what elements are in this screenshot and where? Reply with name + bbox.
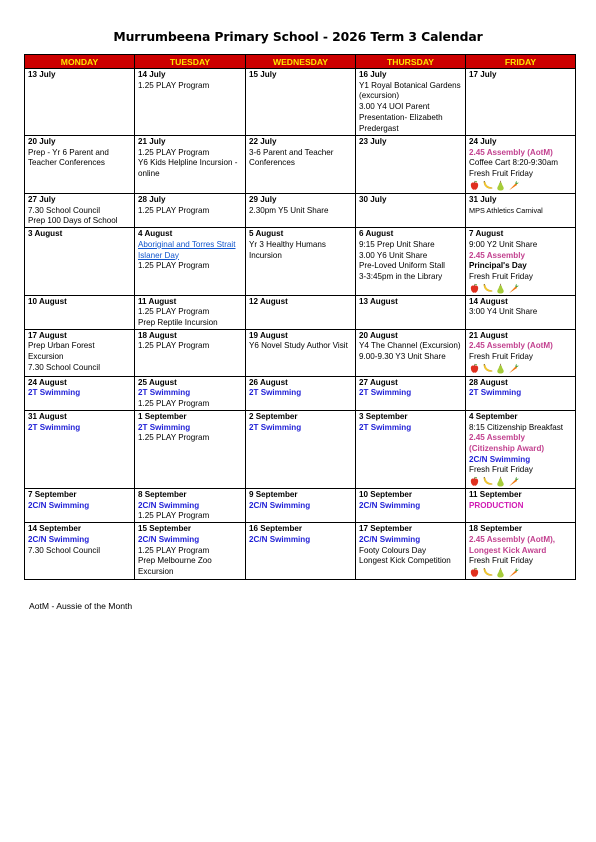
day-cell-wednesday (246, 194, 356, 228)
day-cell-monday (25, 523, 135, 580)
day-cell-tuesday (135, 489, 246, 523)
apple-icon (469, 567, 480, 578)
day-cell-wednesday (246, 489, 356, 523)
day-cell-wednesday (246, 329, 356, 376)
event-text: 2C/N Swimming (249, 500, 311, 510)
apple-icon (469, 180, 480, 191)
pear-icon (495, 476, 506, 487)
day-date: 3 September (359, 411, 408, 421)
day-cell-friday (466, 410, 576, 488)
event-text: 2C/N Swimming (359, 500, 421, 510)
day-cell-monday (25, 376, 135, 410)
event-text: Y6 Novel Study Author Visit (249, 341, 348, 351)
event-text: 2C/N Swimming (249, 534, 311, 544)
event-text: 1.25 PLAY Program (138, 511, 210, 521)
week-row (25, 376, 576, 410)
event-text: Yr 3 Healthy Humans (249, 239, 326, 249)
event-text: Y4 The Channel (Excursion) (359, 341, 461, 351)
day-date: 30 July (359, 195, 387, 204)
day-date: 16 July (359, 70, 387, 79)
event-text: 2T Swimming (28, 388, 81, 398)
event-text: Longest Kick Award (469, 545, 547, 555)
event-text: PRODUCTION (469, 500, 524, 510)
day-date: 19 August (249, 330, 288, 340)
day-date: 21 July (138, 137, 166, 146)
day-cell-tuesday (135, 228, 246, 296)
event-text: Fresh Fruit Friday (469, 556, 533, 566)
event-text: Teacher Conferences (28, 158, 105, 168)
week-row (25, 523, 576, 580)
event-text: Conferences (249, 158, 295, 168)
event-text: 7.30 School Council (28, 205, 100, 215)
day-date: 6 August (359, 229, 394, 239)
event-text: 3.00 Y4 UOI Parent (359, 102, 430, 112)
day-date: 20 August (359, 330, 398, 340)
day-date: 25 August (138, 377, 177, 387)
fruit-icons (469, 180, 572, 192)
event-text: (Citizenship Award) (469, 443, 545, 453)
day-date: 18 August (138, 330, 177, 340)
day-date: 12 August (249, 296, 288, 306)
day-cell-wednesday (246, 295, 356, 329)
day-date: 17 July (469, 70, 497, 79)
event-text: Y1 Royal Botanical Gardens (359, 80, 461, 90)
day-cell-friday (466, 228, 576, 296)
week-row (25, 410, 576, 488)
day-cell-thursday (356, 295, 466, 329)
day-cell-friday (466, 136, 576, 194)
day-date: 27 August (359, 377, 398, 387)
day-cell-monday (25, 194, 135, 228)
week-row (25, 329, 576, 376)
day-cell-tuesday (135, 194, 246, 228)
day-cell-thursday (356, 489, 466, 523)
event-text: 1.25 PLAY Program (138, 205, 210, 215)
day-date: 13 July (28, 70, 56, 79)
day-date: 28 August (469, 377, 508, 387)
pear-icon (495, 283, 506, 294)
week-row (25, 489, 576, 523)
event-text: Fresh Fruit Friday (469, 271, 533, 281)
event-text: 1.25 PLAY Program (138, 147, 210, 157)
header-tuesday: TUESDAY (135, 55, 246, 69)
day-date: 31 August (28, 411, 67, 421)
day-cell-wednesday (246, 410, 356, 488)
day-cell-thursday (356, 69, 466, 136)
event-text: Prep Urban Forest (28, 341, 95, 351)
event-text: 2C/N Swimming (28, 500, 90, 510)
pear-icon (495, 180, 506, 191)
day-cell-friday (466, 69, 576, 136)
event-text: 2T Swimming (138, 388, 191, 398)
day-date: 2 September (249, 411, 298, 421)
day-date: 10 August (28, 296, 67, 306)
day-date: 26 August (249, 377, 288, 387)
event-text: 2T Swimming (138, 422, 191, 432)
event-text: 2T Swimming (249, 388, 302, 398)
event-text: Fresh Fruit Friday (469, 465, 533, 475)
page-title: Murrumbeena Primary School - 2026 Term 3 Calendar (113, 29, 483, 44)
apple-icon (469, 476, 480, 487)
day-cell-thursday (356, 228, 466, 296)
day-date: 15 September (138, 524, 192, 534)
apple-icon (469, 363, 480, 374)
pear-icon (495, 363, 506, 374)
day-date: 14 September (28, 524, 82, 534)
event-text: Fresh Fruit Friday (469, 169, 533, 179)
fruit-icons (469, 363, 572, 375)
fruit-icons (469, 283, 572, 295)
day-date: 1 September (138, 411, 187, 421)
day-cell-monday (25, 295, 135, 329)
event-text: 2.45 Assembly (AotM) (469, 341, 553, 351)
day-cell-tuesday (135, 410, 246, 488)
day-date: 18 September (469, 524, 523, 534)
event-text: 2C/N Swimming (28, 534, 90, 544)
day-cell-friday (466, 194, 576, 228)
event-text: Predergast (359, 123, 399, 133)
event-text: 1.25 PLAY Program (138, 399, 210, 409)
day-date: 22 July (249, 137, 277, 146)
event-text: 2C/N Swimming (359, 534, 421, 544)
fruit-icons (469, 476, 572, 488)
event-text: 9:00 Y2 Unit Share (469, 239, 538, 249)
week-row (25, 194, 576, 228)
event-text: Prep Reptile Incursion (138, 318, 218, 328)
event-text: Principal's Day (469, 261, 527, 271)
banana-icon (482, 567, 493, 578)
day-cell-thursday (356, 136, 466, 194)
event-text: 2.45 Assembly (469, 433, 525, 443)
day-date: 8 September (138, 490, 187, 500)
day-cell-friday (466, 523, 576, 580)
banana-icon (482, 180, 493, 191)
banana-icon (482, 363, 493, 374)
event-text: 3.00 Y6 Unit Share (359, 250, 428, 260)
day-date: 29 July (249, 195, 277, 204)
event-text: Prep - Yr 6 Parent and (28, 147, 109, 157)
event-text: 2.45 Assembly (AotM), (469, 534, 556, 544)
day-date: 7 September (28, 490, 77, 500)
day-date: 14 July (138, 70, 166, 79)
day-cell-tuesday (135, 523, 246, 580)
header-monday: MONDAY (25, 55, 135, 69)
event-text: Excursion (28, 352, 64, 362)
calendar-table (24, 54, 576, 580)
event-text: Footy Colours Day (359, 545, 427, 555)
event-text: 7.30 School Council (28, 545, 100, 555)
day-cell-thursday (356, 376, 466, 410)
day-cell-monday (25, 329, 135, 376)
day-cell-wednesday (246, 376, 356, 410)
event-text: 1.25 PLAY Program (138, 433, 210, 443)
event-text: Fresh Fruit Friday (469, 352, 533, 362)
event-text: Longest Kick Competition (359, 556, 451, 566)
event-text: 1.25 PLAY Program (138, 80, 210, 90)
event-text: 2T Swimming (469, 388, 522, 398)
event-text: 8:15 Citizenship Breakfast (469, 422, 564, 432)
day-cell-friday (466, 295, 576, 329)
day-date: 11 August (138, 296, 177, 306)
day-cell-monday (25, 136, 135, 194)
day-cell-wednesday (246, 136, 356, 194)
day-date: 31 July (469, 195, 497, 204)
day-cell-thursday (356, 410, 466, 488)
day-cell-friday (466, 329, 576, 376)
event-text: (excursion) (359, 91, 400, 101)
event-text: 2.30pm Y5 Unit Share (249, 205, 329, 215)
event-text: MPS Athletics Carnival (469, 205, 543, 215)
day-date: 4 September (469, 411, 518, 421)
day-cell-tuesday (135, 69, 246, 136)
day-cell-wednesday (246, 69, 356, 136)
event-text: Prep 100 Days of School (28, 216, 118, 226)
day-cell-wednesday (246, 523, 356, 580)
header-wednesday: WEDNESDAY (246, 55, 356, 69)
day-cell-monday (25, 228, 135, 296)
day-date: 21 August (469, 330, 508, 340)
day-cell-thursday (356, 329, 466, 376)
day-date: 24 August (28, 377, 67, 387)
day-date: 16 September (249, 524, 303, 534)
week-row (25, 136, 576, 194)
day-cell-wednesday (246, 228, 356, 296)
apple-icon (469, 283, 480, 294)
event-text: 2C/N Swimming (138, 534, 200, 544)
day-cell-monday (25, 489, 135, 523)
day-date: 20 July (28, 137, 56, 146)
event-text: 7.30 School Council (28, 362, 100, 372)
week-row (25, 228, 576, 296)
header-thursday: THURSDAY (356, 55, 466, 69)
week-row (25, 295, 576, 329)
day-cell-monday (25, 410, 135, 488)
event-text: 2T Swimming (359, 388, 412, 398)
event-text: 2T Swimming (249, 422, 302, 432)
event-text: 2.45 Assembly (AotM) (469, 147, 553, 157)
fruit-icons (469, 567, 572, 579)
day-date: 17 September (359, 524, 413, 534)
event-text: 1.25 PLAY Program (138, 261, 210, 271)
event-text: Pre-Loved Uniform Stall (359, 261, 445, 271)
banana-icon (482, 476, 493, 487)
event-text: online (138, 169, 160, 179)
header-row (25, 55, 576, 69)
day-cell-monday (25, 69, 135, 136)
day-cell-thursday (356, 194, 466, 228)
event-text: 2C/N Swimming (469, 454, 531, 464)
day-date: 28 July (138, 195, 166, 204)
carrot-icon (508, 476, 519, 487)
event-text: 2T Swimming (359, 422, 412, 432)
header-friday: FRIDAY (466, 55, 576, 69)
event-text: 3-6 Parent and Teacher (249, 147, 334, 157)
event-text: 1.25 PLAY Program (138, 307, 210, 317)
event-text: 3-3:45pm in the Library (359, 271, 443, 281)
event-link[interactable]: Aboriginal and Torres Strait (138, 239, 236, 249)
event-text: 2C/N Swimming (138, 500, 200, 510)
day-cell-friday (466, 376, 576, 410)
event-text: Coffee Cart 8:20-9:30am (469, 158, 558, 168)
day-cell-friday (466, 489, 576, 523)
day-date: 14 August (469, 296, 508, 306)
event-text: Prep Melbourne Zoo (138, 556, 212, 566)
day-cell-tuesday (135, 376, 246, 410)
day-date: 23 July (359, 137, 387, 146)
event-text: 9.00-9.30 Y3 Unit Share (359, 352, 446, 362)
day-cell-thursday (356, 523, 466, 580)
day-cell-tuesday (135, 136, 246, 194)
day-date: 4 August (138, 229, 173, 239)
footnote: AotM - Aussie of the Month (29, 601, 133, 611)
event-text: 1.25 PLAY Program (138, 341, 210, 351)
carrot-icon (508, 283, 519, 294)
day-date: 10 September (359, 490, 413, 500)
event-text: 3:00 Y4 Unit Share (469, 307, 538, 317)
day-date: 13 August (359, 296, 398, 306)
day-date: 24 July (469, 137, 497, 146)
day-date: 11 September (469, 490, 522, 500)
event-link[interactable]: Islaner Day (138, 250, 179, 260)
event-text: 9:15 Prep Unit Share (359, 239, 435, 249)
event-text: Y6 Kids Helpline Incursion - (138, 158, 238, 168)
day-date: 15 July (249, 70, 277, 79)
carrot-icon (508, 567, 519, 578)
banana-icon (482, 283, 493, 294)
week-row (25, 69, 576, 136)
day-cell-tuesday (135, 295, 246, 329)
day-date: 9 September (249, 490, 298, 500)
day-date: 17 August (28, 330, 67, 340)
event-text: 2.45 Assembly (469, 250, 525, 260)
carrot-icon (508, 363, 519, 374)
day-date: 27 July (28, 195, 56, 204)
event-text: Presentation- Elizabeth (359, 112, 443, 122)
event-text: Incursion (249, 250, 282, 260)
pear-icon (495, 567, 506, 578)
day-cell-tuesday (135, 329, 246, 376)
event-text: 2T Swimming (28, 422, 81, 432)
carrot-icon (508, 180, 519, 191)
event-text: 1.25 PLAY Program (138, 545, 210, 555)
day-date: 7 August (469, 229, 504, 239)
day-date: 5 August (249, 229, 284, 239)
event-text: Excursion (138, 566, 174, 576)
day-date: 3 August (28, 229, 63, 239)
